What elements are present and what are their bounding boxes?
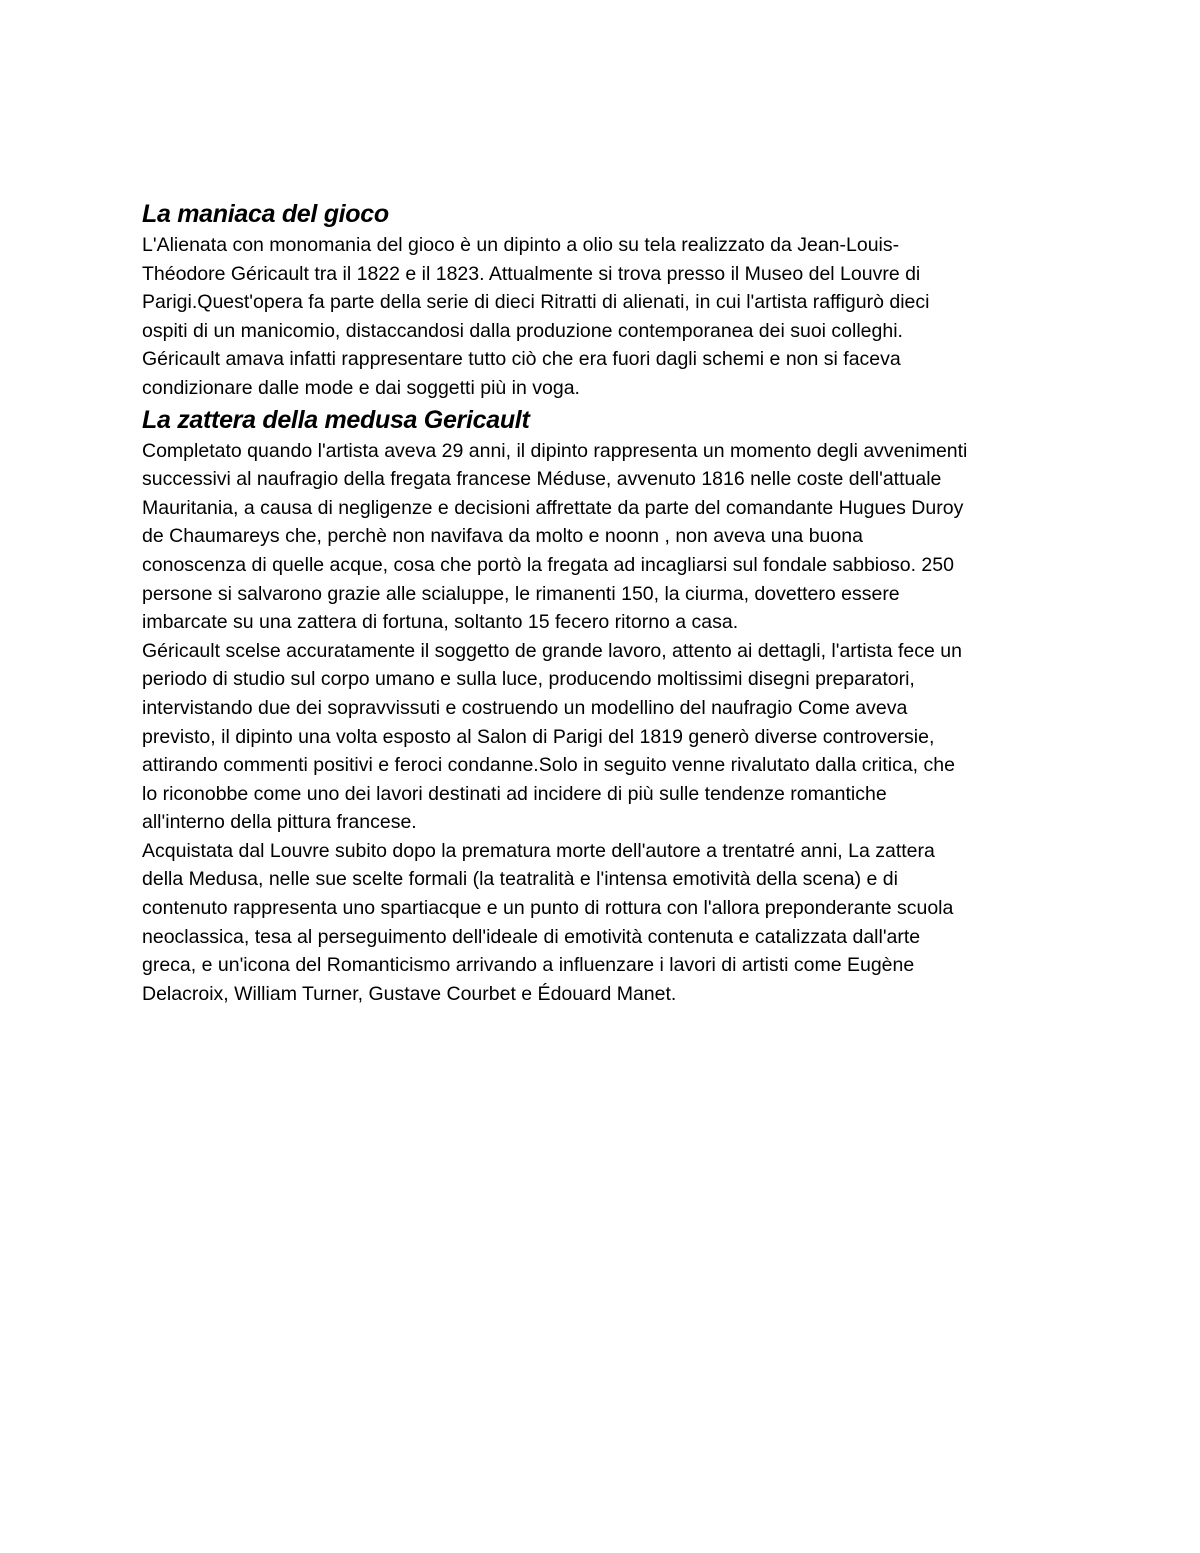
section-heading-maniaca: La maniaca del gioco [142, 200, 389, 228]
text-line: all'interno della pittura francese. [142, 811, 417, 834]
text-line: periodo di studio sul corpo umano e sulla luce, producendo moltissimi disegni preparatori, [142, 668, 915, 691]
text-line: della Medusa, nelle sue scelte formali (la teatralità e l'intensa emotività della scena) e di [142, 868, 898, 891]
section-heading-zattera: La zattera della medusa Gericault [142, 405, 530, 434]
paragraph-maniaca [142, 231, 1062, 403]
text-line: greca, e un'icona del Romanticismo arrivando a influenzare i lavori di artisti come Eugène [142, 954, 915, 977]
text-line: successivi al naufragio della fregata francese Méduse, avvenuto 1816 nelle coste dell'attuale [142, 468, 942, 491]
document-body [142, 197, 1062, 1008]
text-line: conoscenza di quelle acque, cosa che portò la fregata ad incagliarsi sul fondale sabbioso. 250 [142, 553, 954, 576]
text-line: previsto, il dipinto una volta esposto al Salon di Parigi del 1819 generò diverse controversie, [142, 725, 935, 748]
text-line: Parigi.Quest'opera fa parte della serie di dieci Ritratti di alienati, in cui l'artista raffigurò dieci [142, 291, 930, 314]
paragraph-zattera-3 [142, 837, 1062, 1009]
text-line: Mauritania, a causa di negligenze e decisioni affrettate da parte del comandante Hugues Duroy [142, 496, 964, 519]
text-line: persone si salvarono grazie alle scialuppe, le rimanenti 150, la ciurma, dovettero essere [142, 582, 900, 605]
text-line: imbarcate su una zattera di fortuna, soltanto 15 fecero ritorno a casa. [142, 611, 739, 634]
text-line: Completato quando l'artista aveva 29 anni, il dipinto rappresenta un momento degli avvenimenti [142, 439, 968, 462]
text-line: Delacroix, William Turner, Gustave Courbet e Édouard Manet. [142, 982, 677, 1005]
text-line: Acquistata dal Louvre subito dopo la prematura morte dell'autore a trentatré anni, La zattera [142, 839, 935, 862]
text-line: ospiti di un manicomio, distaccandosi dalla produzione contemporanea dei suoi colleghi. [142, 319, 903, 342]
text-line: Théodore Géricault tra il 1822 e il 1823. Attualmente si trova presso il Museo del Louvre di [142, 262, 921, 285]
text-line: intervistando due dei sopravvissuti e costruendo un modellino del naufragio Come aveva [142, 696, 908, 719]
paragraph-zattera-1 [142, 437, 1062, 637]
text-line: lo riconobbe come uno dei lavori destinati ad incidere di più sulle tendenze romantiche [142, 782, 887, 805]
text-line: Géricault scelse accuratamente il soggetto de grande lavoro, attento ai dettagli, l'artista fece un [142, 639, 962, 662]
text-line: contenuto rappresenta uno spartiacque e un punto di rottura con l'allora preponderante scuola [142, 897, 954, 920]
text-line: Géricault amava infatti rappresentare tutto ciò che era fuori dagli schemi e non si faceva [142, 348, 901, 371]
paragraph-zattera-2 [142, 637, 1062, 837]
text-line: de Chaumareys che, perchè non navifava da molto e noonn , non aveva una buona [142, 525, 863, 548]
text-line: condizionare dalle mode e dai soggetti più in voga. [142, 376, 580, 399]
text-line: attirando commenti positivi e feroci condanne.Solo in seguito venne rivalutato dalla critica, che [142, 754, 955, 777]
text-line: L'Alienata con monomania del gioco è un dipinto a olio su tela realizzato da Jean-Louis- [142, 234, 900, 256]
text-line: neoclassica, tesa al perseguimento dell'ideale di emotività contenuta e catalizzata dall'arte [142, 925, 921, 948]
